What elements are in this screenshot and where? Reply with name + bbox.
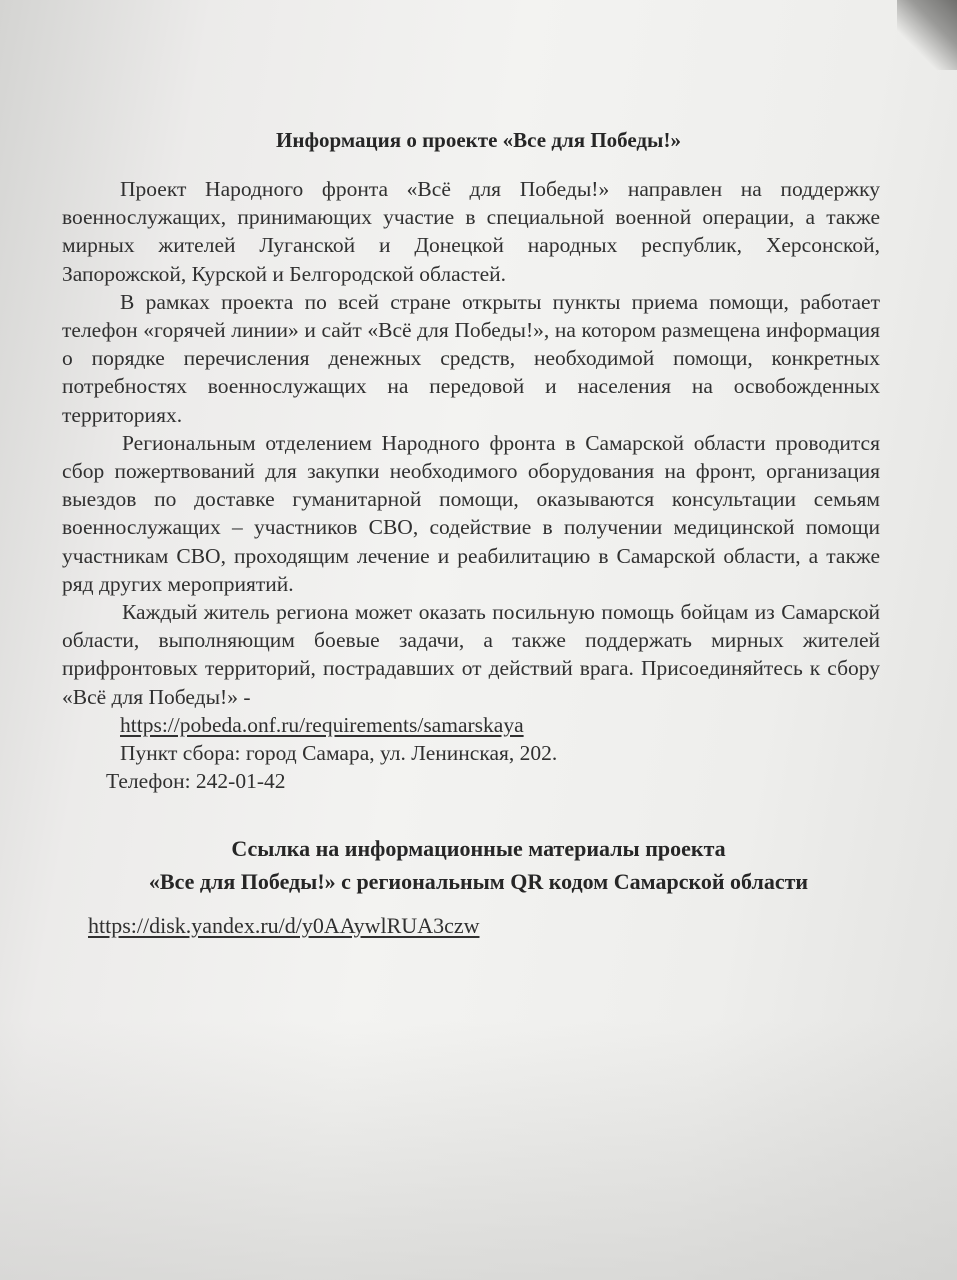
phone-number: Телефон: 242-01-42 [106, 769, 286, 794]
materials-heading-line2: «Все для Победы!» с региональным QR кодом Самарской области [148, 869, 809, 894]
paragraph-call-to-action: Каждый житель региона может оказать посильную помощь бойцам из Самарской области, выполняющим боевые задачи, а также поддержать мирных жителей прифронтовых территорий, пострадавших от действий врага. Присоединяйтесь к сбору «Всё для Победы!» - [62, 600, 880, 709]
paragraph-help-points: В рамках проекта по всей стране открыты пункты приема помощи, работает телефон «горячей линии» и сайт «Всё для Победы!», на котором размещена информация о порядке перечисления денежных средств, необходимой помощи, конкретных потребностях военнослужащих на передовой и населения на освобожденных территориях. [62, 289, 880, 427]
yandex-disk-link[interactable]: https://disk.yandex.ru/d/y0AAywlRUA3czw [88, 913, 480, 938]
paragraph-project-intro: Проект Народного фронта «Всё для Победы!» направлен на поддержку военнослужащих, принимающих участие в специальной военной операции, а также мирных жителей Луганской и Донецкой народных республик, Херсонской, Запорожской, Курской и Белгородской областей. [62, 177, 880, 286]
onf-requirements-link[interactable]: https://pobeda.onf.ru/requirements/samarskaya [120, 712, 524, 737]
materials-heading [0, 832, 957, 898]
paragraph-regional-branch: Региональным отделением Народного фронта в Самарской области проводится сбор пожертвований для закупки необходимого оборудования на фронт, организация выездов по доставке гуманитарной помощи, оказываются консультации семьям военнослужащих – участников СВО, содействие в получении медицинской помощи участникам СВО, проходящим лечение и реабилитацию в Самарской области, а также ряд других мероприятий. [62, 430, 880, 596]
document-title: Информация о проекте «Все для Победы!» [276, 128, 681, 152]
collection-point: Пункт сбора: город Самара, ул. Ленинская, 202. [120, 741, 558, 766]
document-body [62, 175, 880, 795]
materials-heading-line1: Ссылка на информационные материалы проекта [231, 836, 726, 861]
